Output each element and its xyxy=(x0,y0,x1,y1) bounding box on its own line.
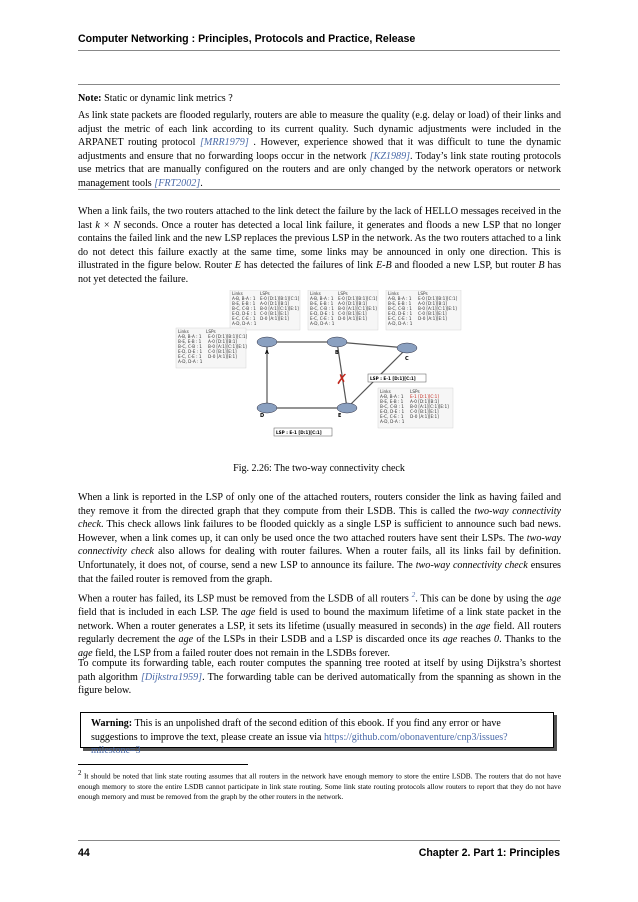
table-lsp-row: B-0 [A:1][C:1][E:1] xyxy=(338,306,377,311)
table-link-row: B-E, E-B : 1 xyxy=(380,399,404,404)
table-link-row: E-C, C-E : 1 xyxy=(310,316,334,321)
table-link-row: A-D, D-A : 1 xyxy=(178,359,203,364)
math-k-n: k × N xyxy=(95,219,121,231)
text: field, the LSP from a failed router does not remain in the LSDBs forever. xyxy=(95,647,390,659)
term-age: age xyxy=(78,647,93,659)
text: seconds. Once a router has detected a local link failure, it generates and floods a new LSP that no longer contains the failed link and the new LSP replaces the previous LSP in the network. As the two routers attached to a link do not detect this failure exactly at the same time, some links may be announced in only one direction. This is illustrated in the figure below. Router xyxy=(78,219,561,272)
lsps-header: LSPs xyxy=(206,329,216,334)
term-age: age xyxy=(178,634,194,646)
text: . This can be done by using the xyxy=(415,593,544,605)
paragraph-two-way-check xyxy=(78,491,561,586)
chapter-title: Chapter 2. Part 1: Principles xyxy=(418,847,560,859)
footnote-text: It should be noted that link state routing assumes that all routers in the network have enough memory to store the entire LSDB. The routers that do not have enough memory to store the entire LSDB cannot participate in link state routing. Some link state routing protocols allow routers to report that they do not have enough memory and must be removed from the graph by the other routers in the network. xyxy=(78,771,561,801)
warning-box xyxy=(80,712,554,756)
term: two-way connectivity check xyxy=(78,532,561,558)
text: To compute its forwarding table, each router computes the spanning tree rooted at itself by using Dijkstra’s shortest path algorithm xyxy=(78,658,561,683)
citation-mrr1979[interactable]: [MRR1979] xyxy=(199,137,249,149)
table-lsp-row: E-0 [D:1][B:1][C:1] xyxy=(260,296,300,301)
warning-label: Warning: xyxy=(91,718,133,729)
lsp-box-e xyxy=(274,428,332,436)
table-link-row: E-C, C-E : 1 xyxy=(232,316,256,321)
citation-dijkstra1959[interactable]: [Dijkstra1959] xyxy=(140,671,203,683)
lsp-label: LSP : E-1 [D:1][C:1] xyxy=(370,376,416,381)
table-link-row: E-D, D-E : 1 xyxy=(310,311,335,316)
table-link-row: A-B, B-A : 1 xyxy=(232,296,256,301)
table-link-row: B-C, C-B : 1 xyxy=(388,306,412,311)
router-b-ref: B xyxy=(538,260,545,272)
table-link-row: E-D, D-E : 1 xyxy=(380,409,405,414)
note-label: Note: xyxy=(78,93,102,104)
router-a xyxy=(257,337,277,356)
two-way-connectivity-figure xyxy=(172,290,472,455)
note-text-3: . Today’s link state routing protocols use metrics that are manually configured on the routers and are only changed by the network operators or network management tools xyxy=(78,150,561,189)
footnote-number: 2 xyxy=(78,769,82,777)
note-heading: Static or dynamic link metrics ? xyxy=(104,93,233,104)
table-link-row: B-C, C-B : 1 xyxy=(380,404,404,409)
table-lsp-row: C-0 [B:1][E:1] xyxy=(260,311,289,316)
note-title xyxy=(78,92,561,106)
note-bottom-rule xyxy=(78,189,560,190)
term: two-way connectivity check xyxy=(78,505,561,531)
text: reaches xyxy=(460,634,491,646)
links-header: Links xyxy=(232,291,243,296)
text: When a link is reported in the LSP of only one of the attached routers, routers consider the link as having failed and they remove it from the directed graph that they compute from their LSDB. This is called the xyxy=(78,492,561,517)
table-link-row: A-D, D-A : 1 xyxy=(232,321,257,326)
issues-link[interactable]: https://github.com/obonaventure/cnp3/issues?milestone=3 xyxy=(91,731,508,756)
lsps-header: LSPs xyxy=(418,291,428,296)
table-link-row: A-B, B-A : 1 xyxy=(388,296,412,301)
link-b-c xyxy=(337,342,407,348)
value-zero: 0 xyxy=(494,634,500,646)
lsp-box-b xyxy=(368,374,426,382)
table-lsp-row: D-0 [A:1][E:1] xyxy=(338,316,367,321)
table-lsp-row: B-0 [A:1][C:1][E:1] xyxy=(418,306,457,311)
table-lsp-row: D-0 [A:1][E:1] xyxy=(410,414,439,419)
table-link-row: B-E, E-B : 1 xyxy=(232,301,256,306)
table-link-row: E-D, D-E : 1 xyxy=(178,349,203,354)
table-link-row: B-E, E-B : 1 xyxy=(310,301,334,306)
table-lsp-row: C-0 [B:1][E:1] xyxy=(208,349,237,354)
text: and flooded a new LSP, but router xyxy=(394,260,536,272)
text: When a link fails, the two routers attached to the link detect the failure by the lack of HELLO messages received in the last xyxy=(78,206,561,231)
links-header: Links xyxy=(380,389,391,394)
table-lsp-row: E-0 [D:1][B:1][C:1] xyxy=(418,296,458,301)
table-link-row: E-C, C-E : 1 xyxy=(380,414,404,419)
figure-caption: Fig. 2.26: The two-way connectivity check xyxy=(233,463,405,474)
running-header: Computer Networking : Principles, Protocols and Practice, Release xyxy=(78,33,416,45)
table-lsp-row: C-0 [B:1][E:1] xyxy=(338,311,367,316)
term-age: age xyxy=(475,620,491,632)
router-label: A xyxy=(265,350,269,356)
links-header: Links xyxy=(178,329,189,334)
table-lsp-row: D-0 [A:1][E:1] xyxy=(208,354,237,359)
table-link-row: B-C, C-B : 1 xyxy=(310,306,334,311)
table-lsp-row: A-0 [D:1][B:1] xyxy=(208,339,238,344)
router-label: B xyxy=(335,350,339,356)
table-link-row: A-B, B-A : 1 xyxy=(178,334,202,339)
header-rule xyxy=(78,50,560,51)
table-lsp-row: E-0 [D:1][B:1][C:1] xyxy=(208,334,248,339)
table-lsp-row: E-1 [D:1][C:1] xyxy=(410,394,439,399)
table-lsp-row: E-0 [D:1][B:1][C:1] xyxy=(338,296,378,301)
paragraph-lsp-age xyxy=(78,589,561,660)
text: has not yet detected the failure. xyxy=(78,260,562,285)
table-lsp-row: D-0 [A:1][E:1] xyxy=(260,316,289,321)
term-age: age xyxy=(442,634,458,646)
term: two-way connectivity check xyxy=(415,559,528,571)
table-link-row: A-D, D-A : 1 xyxy=(380,419,405,424)
text: has detected the failures of link xyxy=(244,260,373,272)
failure-mark-icon: ✗ xyxy=(336,372,348,388)
router-b xyxy=(327,337,347,356)
lsps-header: LSPs xyxy=(410,389,420,394)
warning-text: This is an unpolished draft of the second edition of this ebook. If you find any error or have suggestions to improve the text, please create an issue via xyxy=(91,718,501,743)
text: field that is included in each LSP. The xyxy=(78,606,238,618)
links-header: Links xyxy=(310,291,321,296)
link-eb-ref: E-B xyxy=(375,260,392,272)
citation-frt2002[interactable]: [FRT2002] xyxy=(154,177,201,189)
text: . This check allows link failures to be flooded quickly as a single LSP is sufficient to announce such bad news. However, when a link comes up, it can only be used once the two attached routers have sent their LSPs. The xyxy=(78,519,561,544)
router-c xyxy=(397,343,417,362)
table-link-row: E-D, D-E : 1 xyxy=(232,311,257,316)
table-link-row: A-D, D-A : 1 xyxy=(388,321,413,326)
citation-kz1989[interactable]: [KZ1989] xyxy=(369,150,411,162)
table-link-row: A-B, B-A : 1 xyxy=(380,394,404,399)
links-header: Links xyxy=(388,291,399,296)
footnote xyxy=(78,768,561,802)
text: field. All routers regularly decrement the xyxy=(78,620,562,646)
table-lsp-row: A-0 [D:1][B:1] xyxy=(260,301,290,306)
note-body xyxy=(78,109,561,191)
table-lsp-row: A-0 [D:1][B:1] xyxy=(338,301,368,306)
note-text-4: . xyxy=(200,177,203,189)
text: ensures that the failed router is removed from the graph. xyxy=(78,559,561,585)
lsps-header: LSPs xyxy=(338,291,348,296)
note-top-rule xyxy=(78,84,560,85)
table-lsp-row: B-0 [A:1][C:1][E:1] xyxy=(260,306,299,311)
table-link-row: E-C, C-E : 1 xyxy=(178,354,202,359)
paragraph-forwarding-table xyxy=(78,657,561,698)
text: field is used to bound the maximum lifetime of a link state packet in the network. When a router generates a LSP, it sets its lifetime (usually measured in seconds) in the xyxy=(78,606,561,632)
footnote-rule xyxy=(78,764,248,765)
note-text-2: . However, experience showed that it was difficult to tune the dynamic adjustments and ensure that no forwarding loops occur in the network xyxy=(78,137,562,162)
table-link-row: B-E, E-B : 1 xyxy=(388,301,412,306)
table-link-row: E-C, C-E : 1 xyxy=(388,316,412,321)
table-lsp-row: A-0 [D:1][B:1] xyxy=(418,301,448,306)
router-label: D xyxy=(260,413,265,419)
table-lsp-row: D-0 [A:1][E:1] xyxy=(418,316,447,321)
note-text-1: As link state packets are flooded regularly, routers are able to measure the quality (e.g. delay or load) of their links and adjust the metric of each link according to its current quality. Such dynamic adjustments were included in the ARPANET routing protocol xyxy=(78,110,561,149)
text: . Thanks to the xyxy=(499,634,562,646)
table-link-row: A-D, D-A : 1 xyxy=(310,321,335,326)
lsp-label: LSP : E-1 [D:1][C:1] xyxy=(276,430,322,435)
table-lsp-row: B-0 [A:1][C:1][E:1] xyxy=(208,344,247,349)
lsps-header: LSPs xyxy=(260,291,270,296)
table-link-row: A-B, B-A : 1 xyxy=(310,296,334,301)
table-link-row: B-E, E-B : 1 xyxy=(178,339,202,344)
text: also allows for dealing with router failures. When a router fails, all its links fail by definition. Unfortunately, it does not, of course, send a new LSP to announce its failure. The xyxy=(78,546,561,571)
table-link-row: B-C, C-B : 1 xyxy=(178,344,202,349)
text: of the LSPs in their LSDB and a LSP is discarded once its xyxy=(196,634,440,646)
table-lsp-row: C-0 [B:1][E:1] xyxy=(418,311,447,316)
router-e xyxy=(337,403,357,419)
term-age: age xyxy=(240,606,256,618)
router-label: E xyxy=(338,413,342,419)
router-d xyxy=(257,403,277,419)
table-lsp-row: C-0 [B:1][E:1] xyxy=(410,409,439,414)
table-link-row: B-C, C-B : 1 xyxy=(232,306,256,311)
router-label: C xyxy=(405,356,409,362)
table-lsp-row: B-0 [A:1][C:1][E:1] xyxy=(410,404,449,409)
footer-rule xyxy=(78,840,560,841)
text: . The forwarding table can be derived automatically from the spanning as shown in the figure below. xyxy=(78,671,561,697)
page-number: 44 xyxy=(78,847,90,859)
table-link-row: E-D, D-E : 1 xyxy=(388,311,413,316)
router-e-ref: E xyxy=(234,260,241,272)
term-age: age xyxy=(546,593,562,605)
paragraph-link-failure xyxy=(78,205,561,287)
table-lsp-row: A-0 [D:1][B:1] xyxy=(410,399,440,404)
footnote-ref[interactable]: 2 xyxy=(411,591,416,599)
text: When a router has failed, its LSP must be removed from the LSDB of all routers xyxy=(78,593,409,605)
